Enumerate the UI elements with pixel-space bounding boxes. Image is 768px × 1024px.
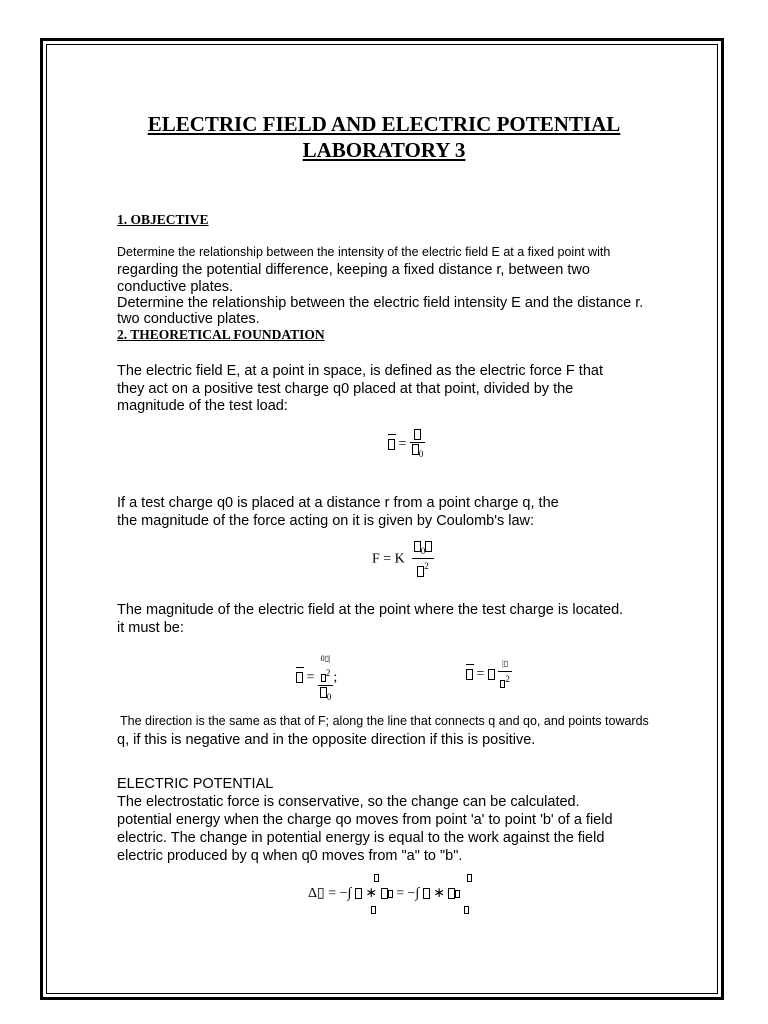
- objective-line-1: Determine the relationship between the intensity of the electric field E at a fixed point with: [117, 245, 611, 259]
- theory-para4-line2: q, if this is negative and in the opposite direction if this is positive.: [117, 732, 536, 748]
- theory-para5-line2: potential energy when the charge qo moves from point 'a' to point 'b' of a field: [117, 812, 613, 828]
- formula-electric-field-definition: = $_0$: [388, 428, 425, 461]
- objective-line-3: conductive plates.: [117, 279, 234, 295]
- theory-para5-line4: electric produced by q when q0 moves from "a" to "b".: [117, 848, 463, 864]
- objective-line-5: two conductive plates.: [117, 311, 260, 327]
- theory-para3-line2: it must be:: [117, 620, 184, 636]
- theory-para1-line3: magnitude of the test load:: [117, 398, 288, 414]
- theory-para1-line1: The electric field E, at a point in space, is defined as the electric force F that: [117, 363, 603, 379]
- objective-line-2: regarding the potential difference, keeping a fixed distance r, between two: [117, 262, 590, 278]
- theory-para3-line1: The magnitude of the electric field at the point where the test charge is located.: [117, 602, 624, 618]
- electric-potential-heading: ELECTRIC POTENTIAL: [117, 776, 274, 792]
- document-title-line1: ELECTRIC FIELD AND ELECTRIC POTENTIAL: [147, 112, 621, 136]
- theory-para2-line1: If a test charge q0 is placed at a distance r from a point charge q, the: [117, 495, 559, 511]
- formula-field-magnitude: = 0▯| 2 $_0$ ;: [296, 652, 337, 703]
- formula-field-coulomb: = $\frac{|▯}{^2}$: [466, 657, 512, 692]
- section-theory-heading: 2. THEORETICAL FOUNDATION: [117, 327, 325, 342]
- theory-para5-line1: The electrostatic force is conservative, so the change can be calculated.: [117, 794, 580, 810]
- formula-potential-energy-integral: Δ▯ = −∫ ∗ = −∫ ∗: [308, 874, 508, 914]
- theory-para1-line2: they act on a positive test charge q0 placed at that point, divided by the: [117, 381, 574, 397]
- section-objective-heading: 1. OBJECTIVE: [117, 212, 209, 227]
- objective-line-4: Determine the relationship between the electric field intensity E and the distance r.: [117, 295, 644, 311]
- formula-coulomb-law: F = K $\frac{_0}{^2}$: [372, 540, 434, 578]
- theory-para4-line1: The direction is the same as that of F; along the line that connects q and qo, and points towards: [120, 714, 649, 728]
- document-title-line2: LABORATORY 3: [302, 138, 466, 162]
- theory-para2-line2: the magnitude of the force acting on it is given by Coulomb's law:: [117, 513, 535, 529]
- theory-para5-line3: electric. The change in potential energy is equal to the work against the field: [117, 830, 605, 846]
